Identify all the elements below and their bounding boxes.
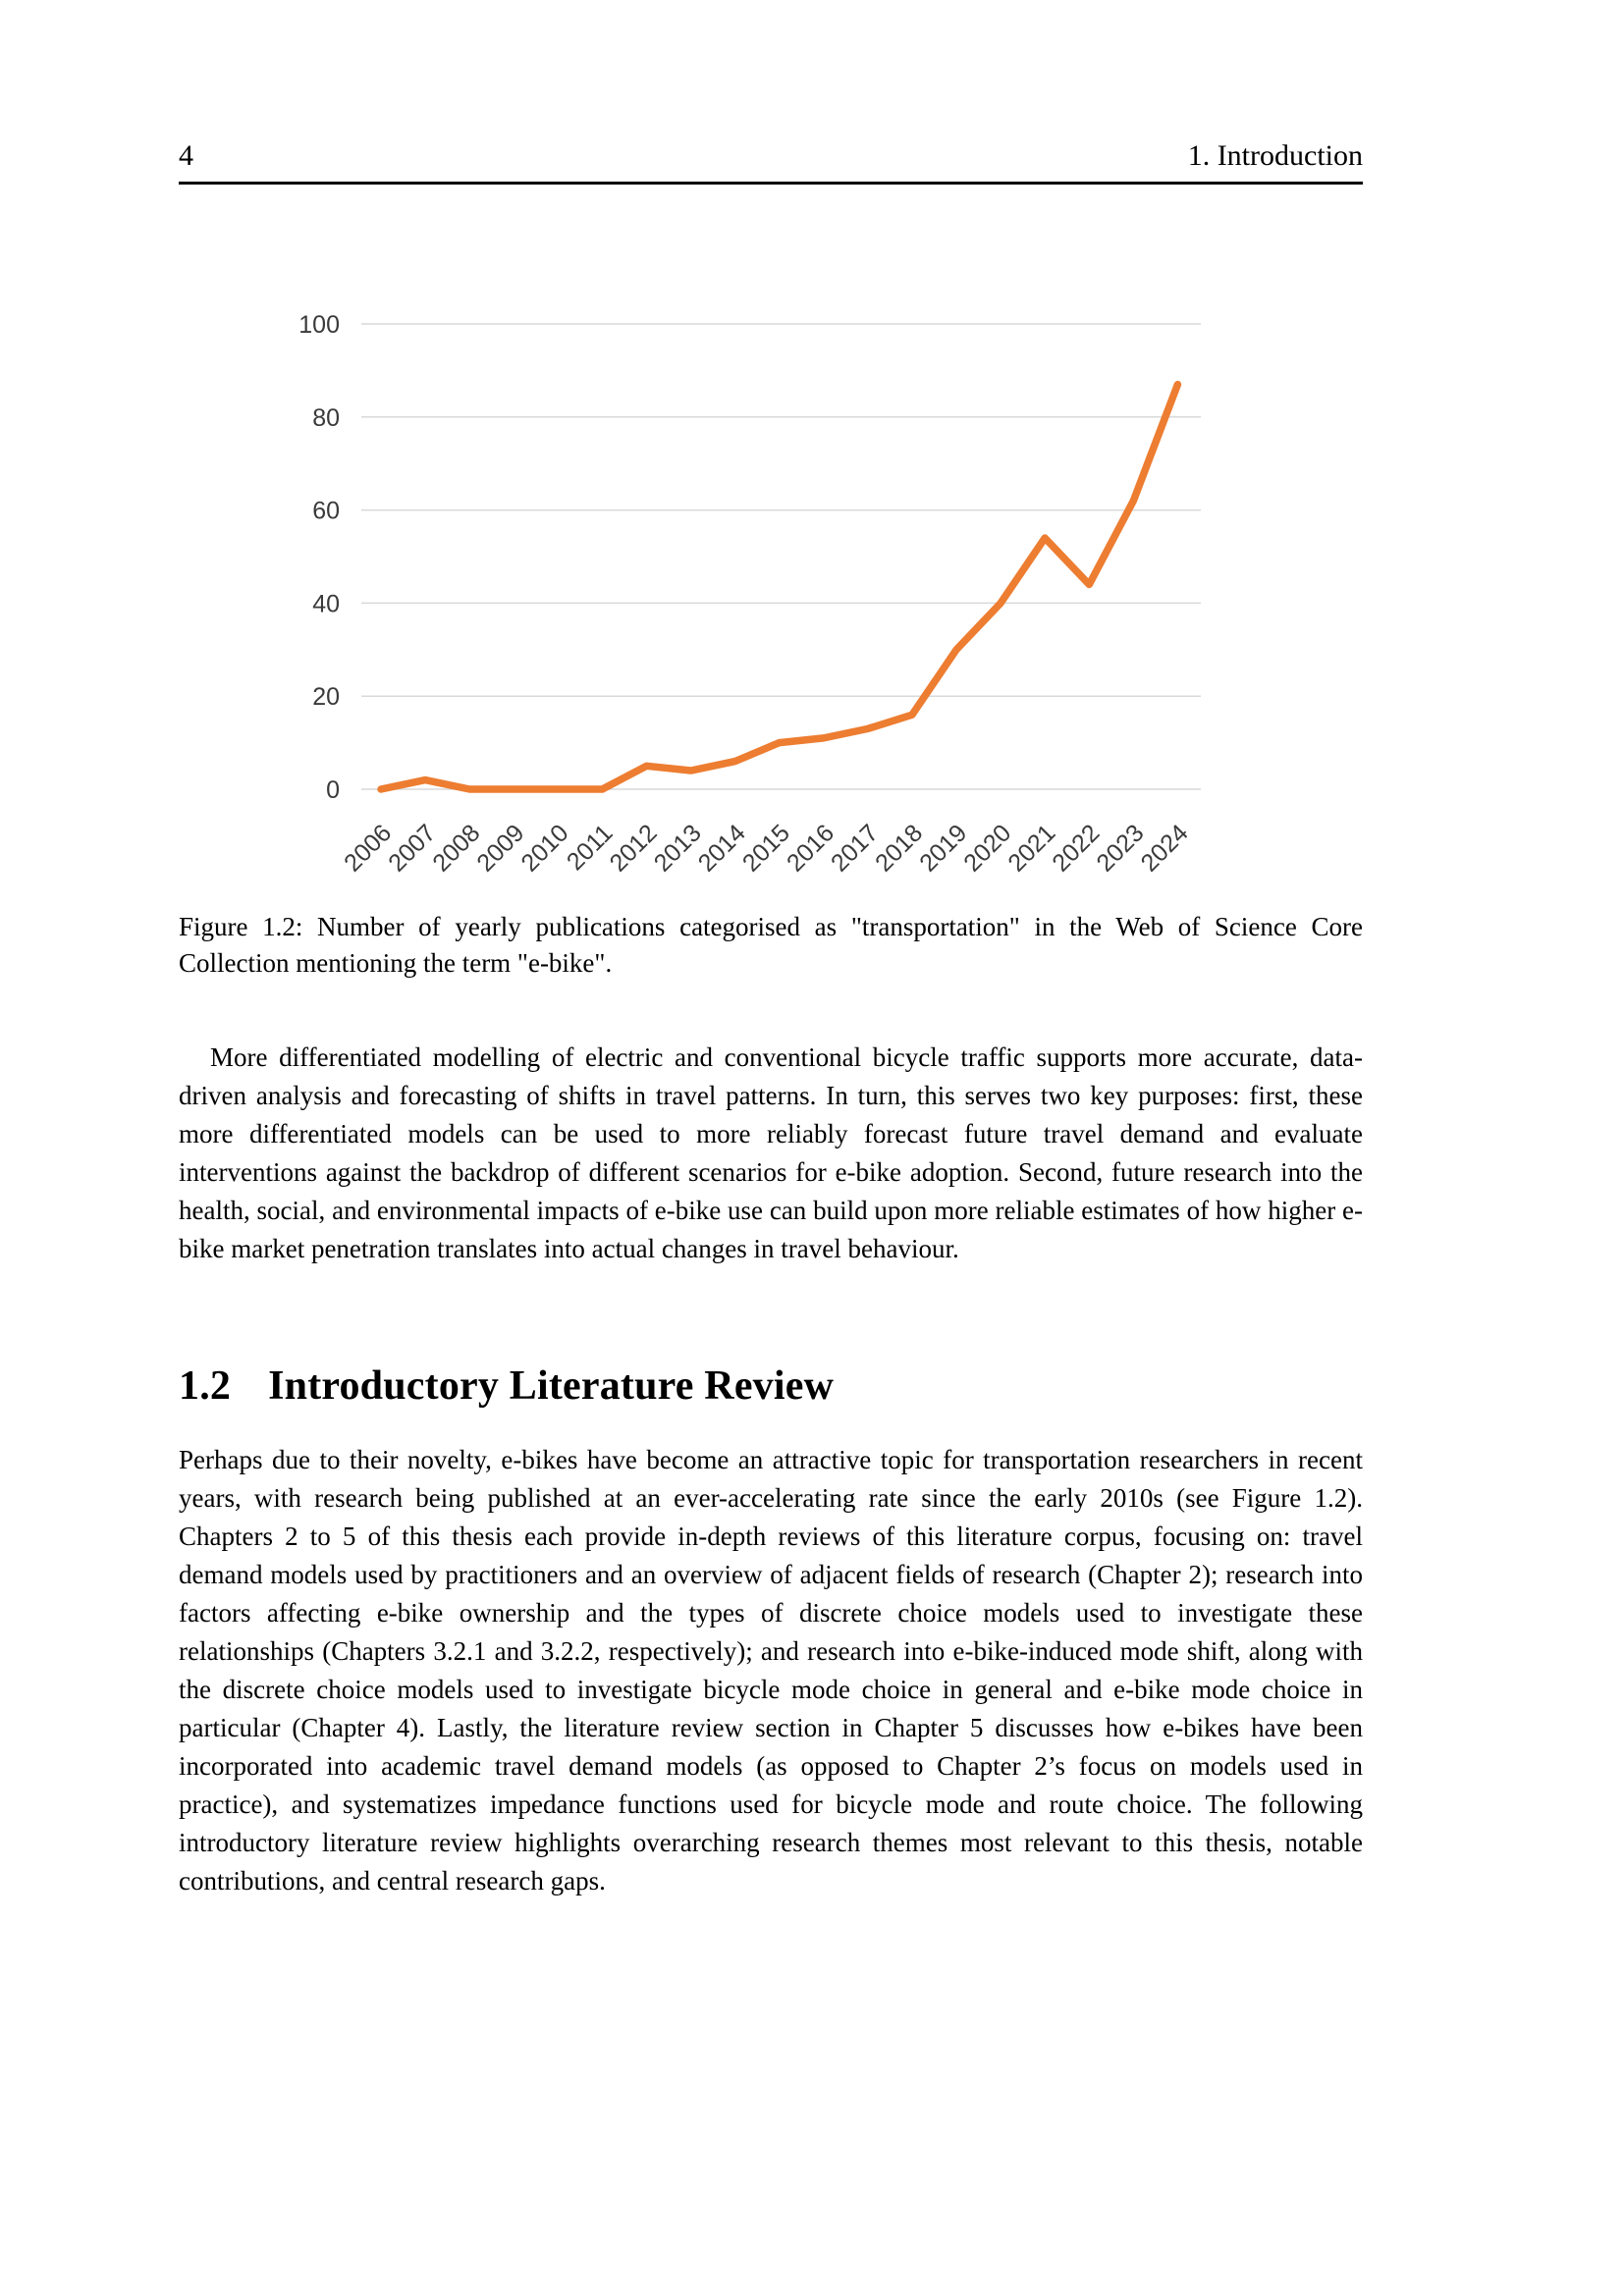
x-axis-tick-label: 2022 xyxy=(1047,819,1106,878)
y-axis-tick-label: 60 xyxy=(312,497,340,525)
x-axis-tick-label: 2009 xyxy=(471,819,530,878)
x-axis-tick-label: 2023 xyxy=(1091,819,1150,878)
header-rule xyxy=(179,182,1363,185)
x-axis-tick-label: 2010 xyxy=(515,819,574,878)
page-number: 4 xyxy=(179,139,193,172)
section-heading xyxy=(179,1362,834,1410)
body-paragraph-2: Perhaps due to their novelty, e-bikes have become an attractive topic for transportation researchers in recent years, with research being published at an ever-accelerating rate since the early 2010s (see Figure 1.2). Chapters 2 to 5 of this thesis each provide in-depth reviews of this literature corpus, focusing on: travel demand models used by practitioners and an overview of adjacent fields of research (Chapter 2); research into factors affecting e-bike ownership and the types of discrete choice models used to investigate these relationships (Chapters 3.2.1 and 3.2.2, respectively); and research into e-bike-induced mode shift, along with the discrete choice models used to investigate bicycle mode choice in general and e-bike mode choice in particular (Chapter 4). Lastly, the literature review section in Chapter 5 discusses how e-bikes have been incorporated into academic travel demand models (as opposed to Chapter 2’s focus on models used in practice), and systematizes impedance functions used for bicycle mode and route choice. The following introductory literature review highlights overarching research themes most relevant to this thesis, notable contributions, and central research gaps. xyxy=(179,1445,1363,1896)
publications-line-chart xyxy=(226,294,1247,883)
body-paragraph-1: More differentiated modelling of electric and conventional bicycle traffic supports more accurate, data-driven analysis and forecasting of shifts in travel patterns. In turn, this serves two key purposes: first, these more differentiated models can be used to more reliably forecast future travel demand and evaluate interventions against the backdrop of different scenarios for e-bike adoption. Second, future research into the health, social, and environmental impacts of e-bike use can build upon more reliable estimates of how higher e-bike market penetration translates into actual changes in travel behaviour. xyxy=(179,1042,1363,1263)
x-axis-tick-label: 2015 xyxy=(736,819,795,878)
x-axis-tick-label: 2021 xyxy=(1002,819,1061,878)
x-axis-tick-label: 2011 xyxy=(561,819,619,877)
x-axis-tick-label: 2013 xyxy=(648,819,707,878)
x-axis-tick-label: 2024 xyxy=(1135,819,1194,878)
x-axis-tick-label: 2012 xyxy=(604,819,663,878)
x-axis-tick-label: 2016 xyxy=(781,819,840,878)
figure-caption: Figure 1.2: Number of yearly publications categorised as "transportation" in the Web of Science Core Collection mentioning the term "e-bike". xyxy=(179,912,1363,978)
x-axis-tick-label: 2006 xyxy=(339,819,398,878)
section-number: 1.2 xyxy=(179,1363,232,1409)
y-axis-tick-label: 80 xyxy=(312,403,340,432)
y-axis-tick-label: 20 xyxy=(312,683,340,712)
y-axis-tick-label: 0 xyxy=(326,776,340,804)
figure-1-2-container xyxy=(226,294,1247,883)
x-axis-tick-label: 2014 xyxy=(692,819,751,878)
running-header-chapter: 1. Introduction xyxy=(1187,139,1363,172)
x-axis-tick-label: 2008 xyxy=(427,819,486,878)
x-axis-tick-label: 2018 xyxy=(870,819,929,878)
x-axis-tick-label: 2007 xyxy=(383,819,442,878)
publications-data-line xyxy=(381,385,1177,789)
x-axis-tick-label: 2019 xyxy=(914,819,973,878)
y-axis-tick-label: 100 xyxy=(298,311,340,339)
x-axis-tick-label: 2017 xyxy=(825,819,885,878)
x-axis-tick-label: 2020 xyxy=(958,819,1017,878)
section-title: Introductory Literature Review xyxy=(268,1363,835,1409)
y-axis-tick-label: 40 xyxy=(312,590,340,618)
